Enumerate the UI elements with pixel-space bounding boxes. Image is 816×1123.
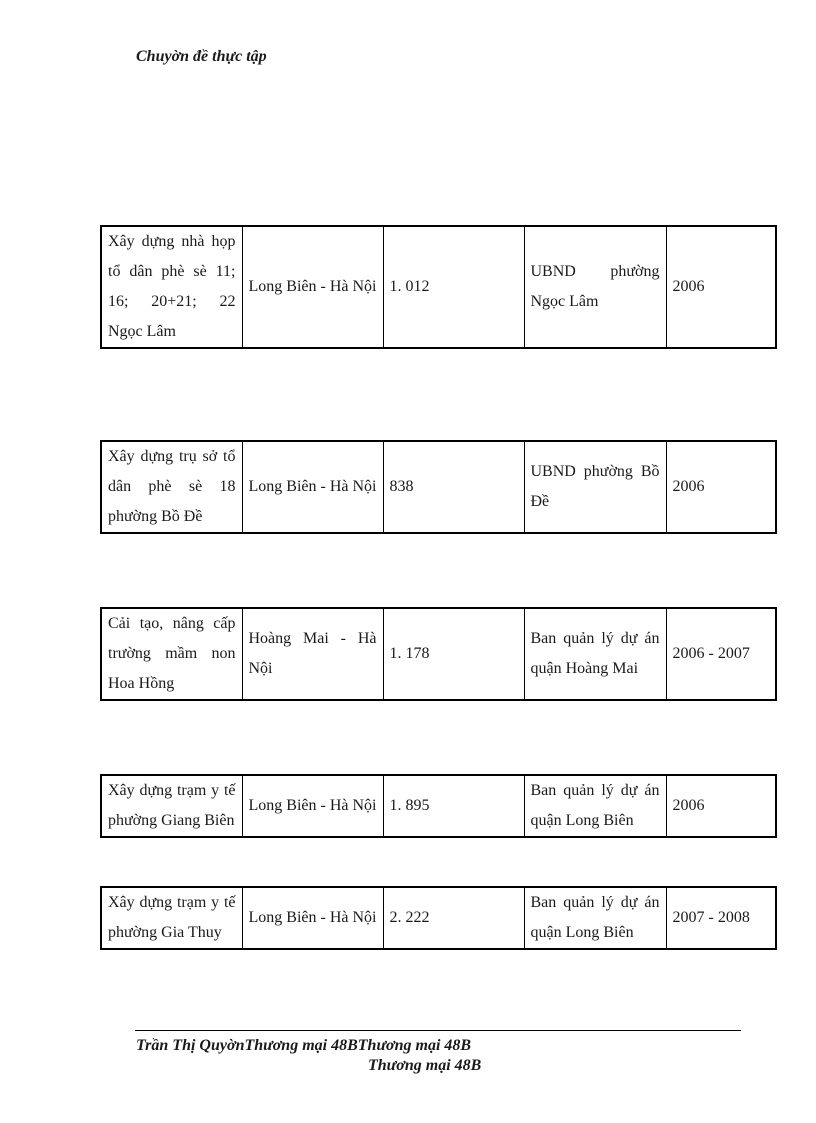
table-row (101, 608, 776, 700)
owner-cell: UBND phường Bồ Đề (524, 441, 666, 533)
value-cell: 1. 895 (383, 775, 524, 837)
table-row (101, 887, 776, 949)
year-cell: 2006 (666, 775, 776, 837)
project-name-cell: Xây dựng trụ sở tổ dân phè sè 18 phường Bồ Đề (101, 441, 242, 533)
year-cell: 2006 - 2007 (666, 608, 776, 700)
location-cell: Long Biên - Hà Nội (242, 775, 383, 837)
owner-cell: Ban quản lý dự án quận Hoàng Mai (524, 608, 666, 700)
project-table-4 (100, 774, 777, 838)
page-header-title: Chuyờn đề thực tập (136, 48, 267, 65)
value-cell: 1. 012 (383, 226, 524, 348)
table-row (101, 441, 776, 533)
footer-line-2: Thương mại 48B (368, 1057, 482, 1074)
owner-cell: UBND phường Ngọc Lâm (524, 226, 666, 348)
footer-line-1: Trần Thị QuyờnThương mại 48BThương mại 48B (136, 1037, 472, 1054)
owner-cell: Ban quản lý dự án quận Long Biên (524, 775, 666, 837)
project-name-cell: Xây dựng nhà họp tổ dân phè sè 11; 16; 20+21; 22 Ngọc Lâm (101, 226, 242, 348)
table-row (101, 775, 776, 837)
project-table-5 (100, 886, 777, 950)
location-cell: Long Biên - Hà Nội (242, 226, 383, 348)
value-cell: 838 (383, 441, 524, 533)
location-cell: Long Biên - Hà Nội (242, 887, 383, 949)
location-cell: Long Biên - Hà Nội (242, 441, 383, 533)
project-name-cell: Xây dựng trạm y tế phường Giang Biên (101, 775, 242, 837)
page-footer (136, 1036, 636, 1076)
project-table-2 (100, 440, 777, 534)
owner-cell: Ban quản lý dự án quận Long Biên (524, 887, 666, 949)
project-name-cell: Cải tạo, nâng cấp trường mầm non Hoa Hồng (101, 608, 242, 700)
project-table-3 (100, 607, 777, 701)
location-cell: Hoàng Mai - Hà Nội (242, 608, 383, 700)
value-cell: 1. 178 (383, 608, 524, 700)
project-name-cell: Xây dựng trạm y tế phường Gia Thuy (101, 887, 242, 949)
table-row (101, 226, 776, 348)
year-cell: 2006 (666, 441, 776, 533)
project-table-1 (100, 225, 777, 349)
year-cell: 2007 - 2008 (666, 887, 776, 949)
year-cell: 2006 (666, 226, 776, 348)
footer-divider (135, 1030, 741, 1031)
value-cell: 2. 222 (383, 887, 524, 949)
